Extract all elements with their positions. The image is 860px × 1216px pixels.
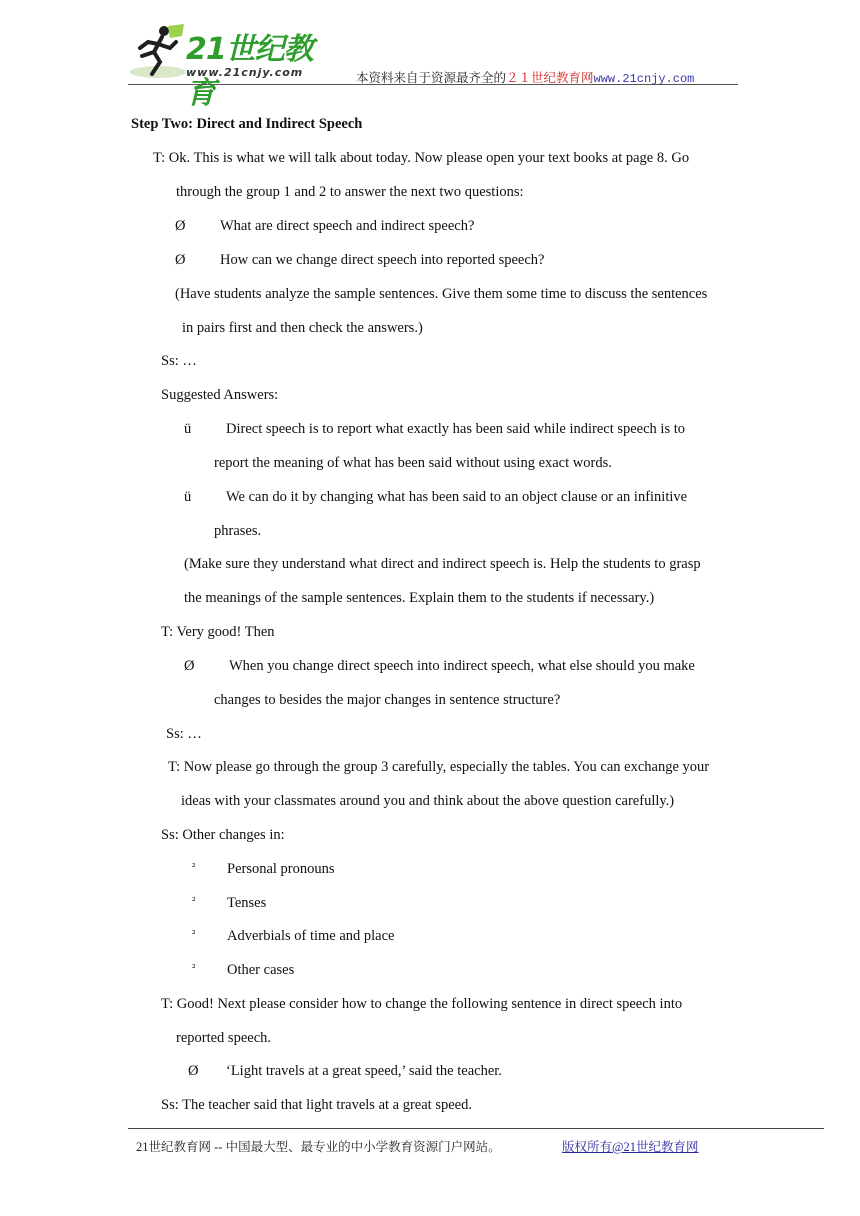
paragraph-line: (Make sure they understand what direct and indirect speech is. Help the students to grasp (184, 556, 701, 572)
answer-item: phrases. (214, 523, 262, 539)
arrow-bullet-icon: Ø (184, 658, 195, 674)
arrow-bullet-icon: Ø (175, 218, 186, 234)
square-bullet-icon: ² (192, 895, 196, 907)
check-bullet-icon: ü (184, 421, 192, 437)
answer-item: We can do it by changing what has been said to an object clause or an infinitive (226, 489, 688, 505)
paragraph-line: T: Ok. This is what we will talk about today. Now please open your text books at page 8. Go (153, 150, 690, 166)
dialogue-line: Ss: … (161, 353, 197, 369)
question-item: How can we change direct speech into reported speech? (220, 252, 545, 268)
paragraph-line: in pairs first and then check the answers.) (182, 320, 423, 336)
dialogue-line: T: Now please go through the group 3 carefully, especially the tables. You can exchange your (168, 759, 710, 775)
question-item: When you change direct speech into indirect speech, what else should you make (229, 658, 695, 674)
dialogue-line: T: Very good! Then (161, 624, 275, 640)
dialogue-line: reported speech. (176, 1030, 272, 1046)
header-note-url[interactable]: www.21cnjy.com (593, 72, 695, 86)
footer-text: 21世纪教育网 -- 中国最大型、最专业的中小学教育资源门户网站。 (136, 1140, 501, 1154)
question-item: changes to besides the major changes in sentence structure? (214, 692, 561, 708)
paragraph-line: the meanings of the sample sentences. Explain them to the students if necessary.) (184, 590, 655, 606)
logo-text: 21世纪教育 (186, 32, 313, 111)
square-bullet-icon: ² (192, 861, 196, 873)
answer-item: report the meaning of what has been said without using exact words. (214, 455, 612, 471)
dialogue-line: Suggested Answers: (161, 387, 279, 403)
list-item: Adverbials of time and place (227, 928, 395, 944)
square-bullet-icon: ² (192, 928, 196, 940)
footer-copyright-link[interactable]: 版权所有@21世纪教育网 (562, 1140, 699, 1154)
check-bullet-icon: ü (184, 489, 192, 505)
dialogue-line: T: Good! Next please consider how to change the following sentence in direct speech into (161, 996, 683, 1012)
dialogue-line: ideas with your classmates around you and think about the above question carefully.) (181, 793, 675, 809)
square-bullet-icon: ² (192, 962, 196, 974)
list-item: Personal pronouns (227, 861, 335, 877)
arrow-bullet-icon: Ø (188, 1063, 199, 1079)
header-note-prefix: 本资料来自于资源最齐全的 (356, 71, 507, 85)
paragraph-line: (Have students analyze the sample sentences. Give them some time to discuss the sentences (175, 286, 708, 302)
dialogue-line: Ss: Other changes in: (161, 827, 285, 843)
list-item: Other cases (227, 962, 295, 978)
dialogue-line: Ss: The teacher said that light travels at a great speed. (161, 1097, 472, 1113)
paragraph-line: through the group 1 and 2 to answer the next two questions: (176, 184, 524, 200)
question-item: What are direct speech and indirect speech? (220, 218, 475, 234)
logo (128, 22, 338, 111)
answer-item: Direct speech is to report what exactly has been said while indirect speech is to (226, 421, 686, 437)
section-heading: Step Two: Direct and Indirect Speech (131, 116, 363, 132)
page-header (0, 0, 860, 111)
header-divider (128, 84, 738, 85)
arrow-bullet-icon: Ø (175, 252, 186, 268)
runner-icon (128, 22, 188, 82)
footer-divider (128, 1128, 824, 1129)
header-note-site: ２１世纪教育网 (506, 71, 594, 85)
dialogue-line: Ss: … (166, 726, 202, 742)
logo-url: www.21cnjy.com (186, 66, 304, 79)
list-item: Tenses (227, 895, 267, 911)
example-sentence: ‘Light travels at a great speed,’ said the teacher. (226, 1063, 502, 1079)
